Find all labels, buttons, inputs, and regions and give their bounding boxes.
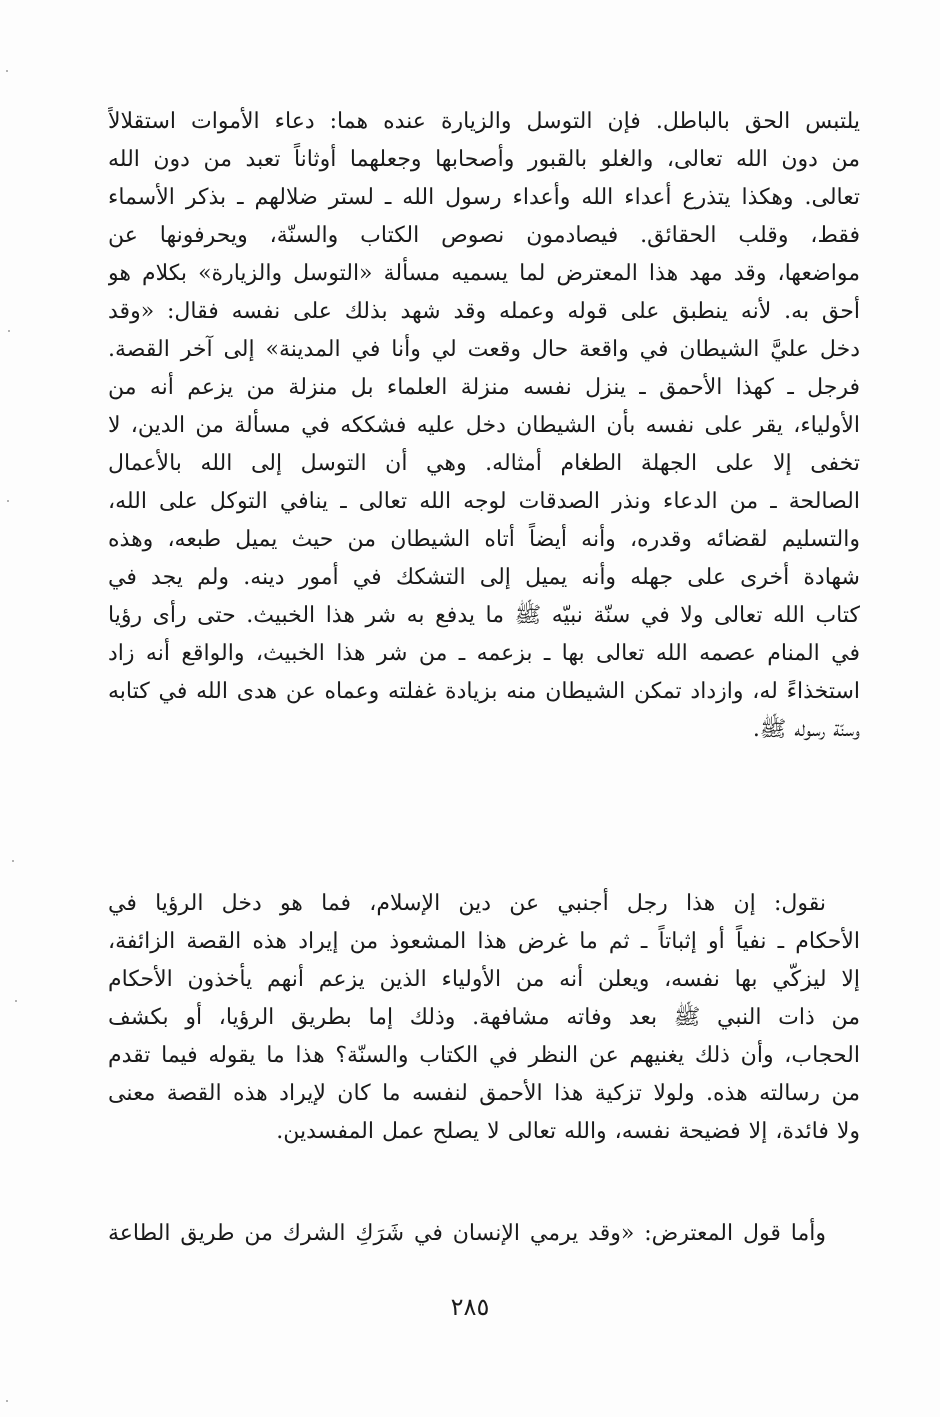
text-line: كتاب الله تعالى ولا في سنّة نبيّه ﷺ ما يدفع به شر هذا الخبيث. حتى رأى رؤيا [108, 603, 860, 628]
scan-speck [8, 330, 10, 332]
text-line: في المنام عصمه الله تعالى بها ـ بزعمه ـ من شر هذا الخبيث، والواقع أنه زاد [108, 641, 860, 666]
text-line: من رسالته هذه. ولولا تزكية هذا الأحمق لنفسه ما كان لإيراد هذه القصة معنى [108, 1081, 860, 1106]
text-line: إلا ليزكّي بها نفسه، ويعلن أنه من الأولياء الذين يزعم أنهم يأخذون الأحكام [108, 967, 860, 992]
text-line: تخفى إلا على الجهلة الطغام أمثاله. وهي أن التوسل إلى الله بالأعمال [108, 451, 860, 476]
text-line: أحق به. لأنه ينطبق على قوله وعمله وقد شهد بذلك على نفسه فقال: «وقد [108, 299, 860, 324]
text-line: الأولياء، يقر على نفسه بأن الشيطان دخل عليه فشككه في مسألة من الدين، لا [108, 413, 860, 438]
text-line: يلتبس الحق بالباطل. فإن التوسل والزيارة عنده هما: دعاء الأموات استقلالاً [108, 109, 860, 134]
text-line: الأحكام ـ نفياً أو إثباتاً ـ ثم ما غرض هذا المشعوذ من إيراد هذه القصة الزائفة، [108, 929, 860, 954]
text-line: مواضعها، وقد مهد هذا المعترض لما يسميه مسألة «التوسل والزيارة» بكلام هو [108, 261, 860, 286]
scan-speck [6, 70, 8, 72]
text-line: الصالحة ـ من الدعاء ونذر الصدقات لوجه الله تعالى ـ ينافي التوكل على الله، [108, 489, 860, 514]
scan-speck [6, 1400, 8, 1402]
page-number: ٢٨٥ [450, 1293, 490, 1321]
text-line: الحجاب، وأن ذلك يغنيهم عن النظر في الكتاب والسنّة؟ هذا ما يقوله فيما تقدم [108, 1043, 860, 1068]
text-line: والتسليم لقضائه وقدره، وأنه أيضاً أتاه الشيطان من حيث يميل طبعه، وهذه [108, 527, 860, 552]
text-line: نقول: إن هذا رجل أجنبي عن دين الإسلام، فما هو دخل الرؤيا في [108, 891, 826, 916]
text-line: دخل عليَّ الشيطان في واقعة حال وقعت لي وأنا في المدينة» إلى آخر القصة. [108, 337, 860, 362]
text-line: من ذات النبي ﷺ بعد وفاته مشافهة. وذلك إما بطريق الرؤيا، أو بكشف [108, 1005, 860, 1030]
paragraph-3 [108, 1215, 860, 1253]
text-line: من دون الله تعالى، والغلو بالقبور وأصحابها وجعلهما أوثاناً تعبد من دون الله [108, 147, 860, 172]
text-line: وأما قول المعترض: «وقد يرمي الإنسان في شَرَكِ الشرك من طريق الطاعة [108, 1221, 826, 1246]
text-line: تعالى. وهكذا يتذرع أعداء الله وأعداء رسول الله ـ لستر ضلالهم ـ بذكر الأسماء [108, 185, 860, 210]
paragraph-1 [108, 103, 860, 749]
paragraph-2 [108, 885, 860, 1151]
scan-speck [12, 860, 14, 862]
text-line: وسنّة رسوله ﷺ. [752, 717, 860, 742]
text-line: فرجل ـ كهذا الأحمق ـ ينزل نفسه منزلة العلماء بل منزلة من يزعم أنه من [108, 375, 860, 400]
text-line: فقط، وقلب الحقائق. فيصادمون نصوص الكتاب والسنّة، ويحرفونها عن [108, 223, 860, 248]
scan-speck [7, 500, 9, 502]
text-line: شهادة أخرى على جهله وأنه يميل إلى التشكك في أمور دينه. ولم يجد في [108, 565, 860, 590]
text-line: ولا فائدة، إلا فضيحة نفسه، والله تعالى لا يصلح عمل المفسدين. [276, 1119, 860, 1144]
text-line: استخذاءً له، وازداد تمكن الشيطان منه بزيادة غفلته وعماه عن هدى الله في كتابه [108, 679, 860, 704]
scan-speck [15, 1000, 17, 1002]
